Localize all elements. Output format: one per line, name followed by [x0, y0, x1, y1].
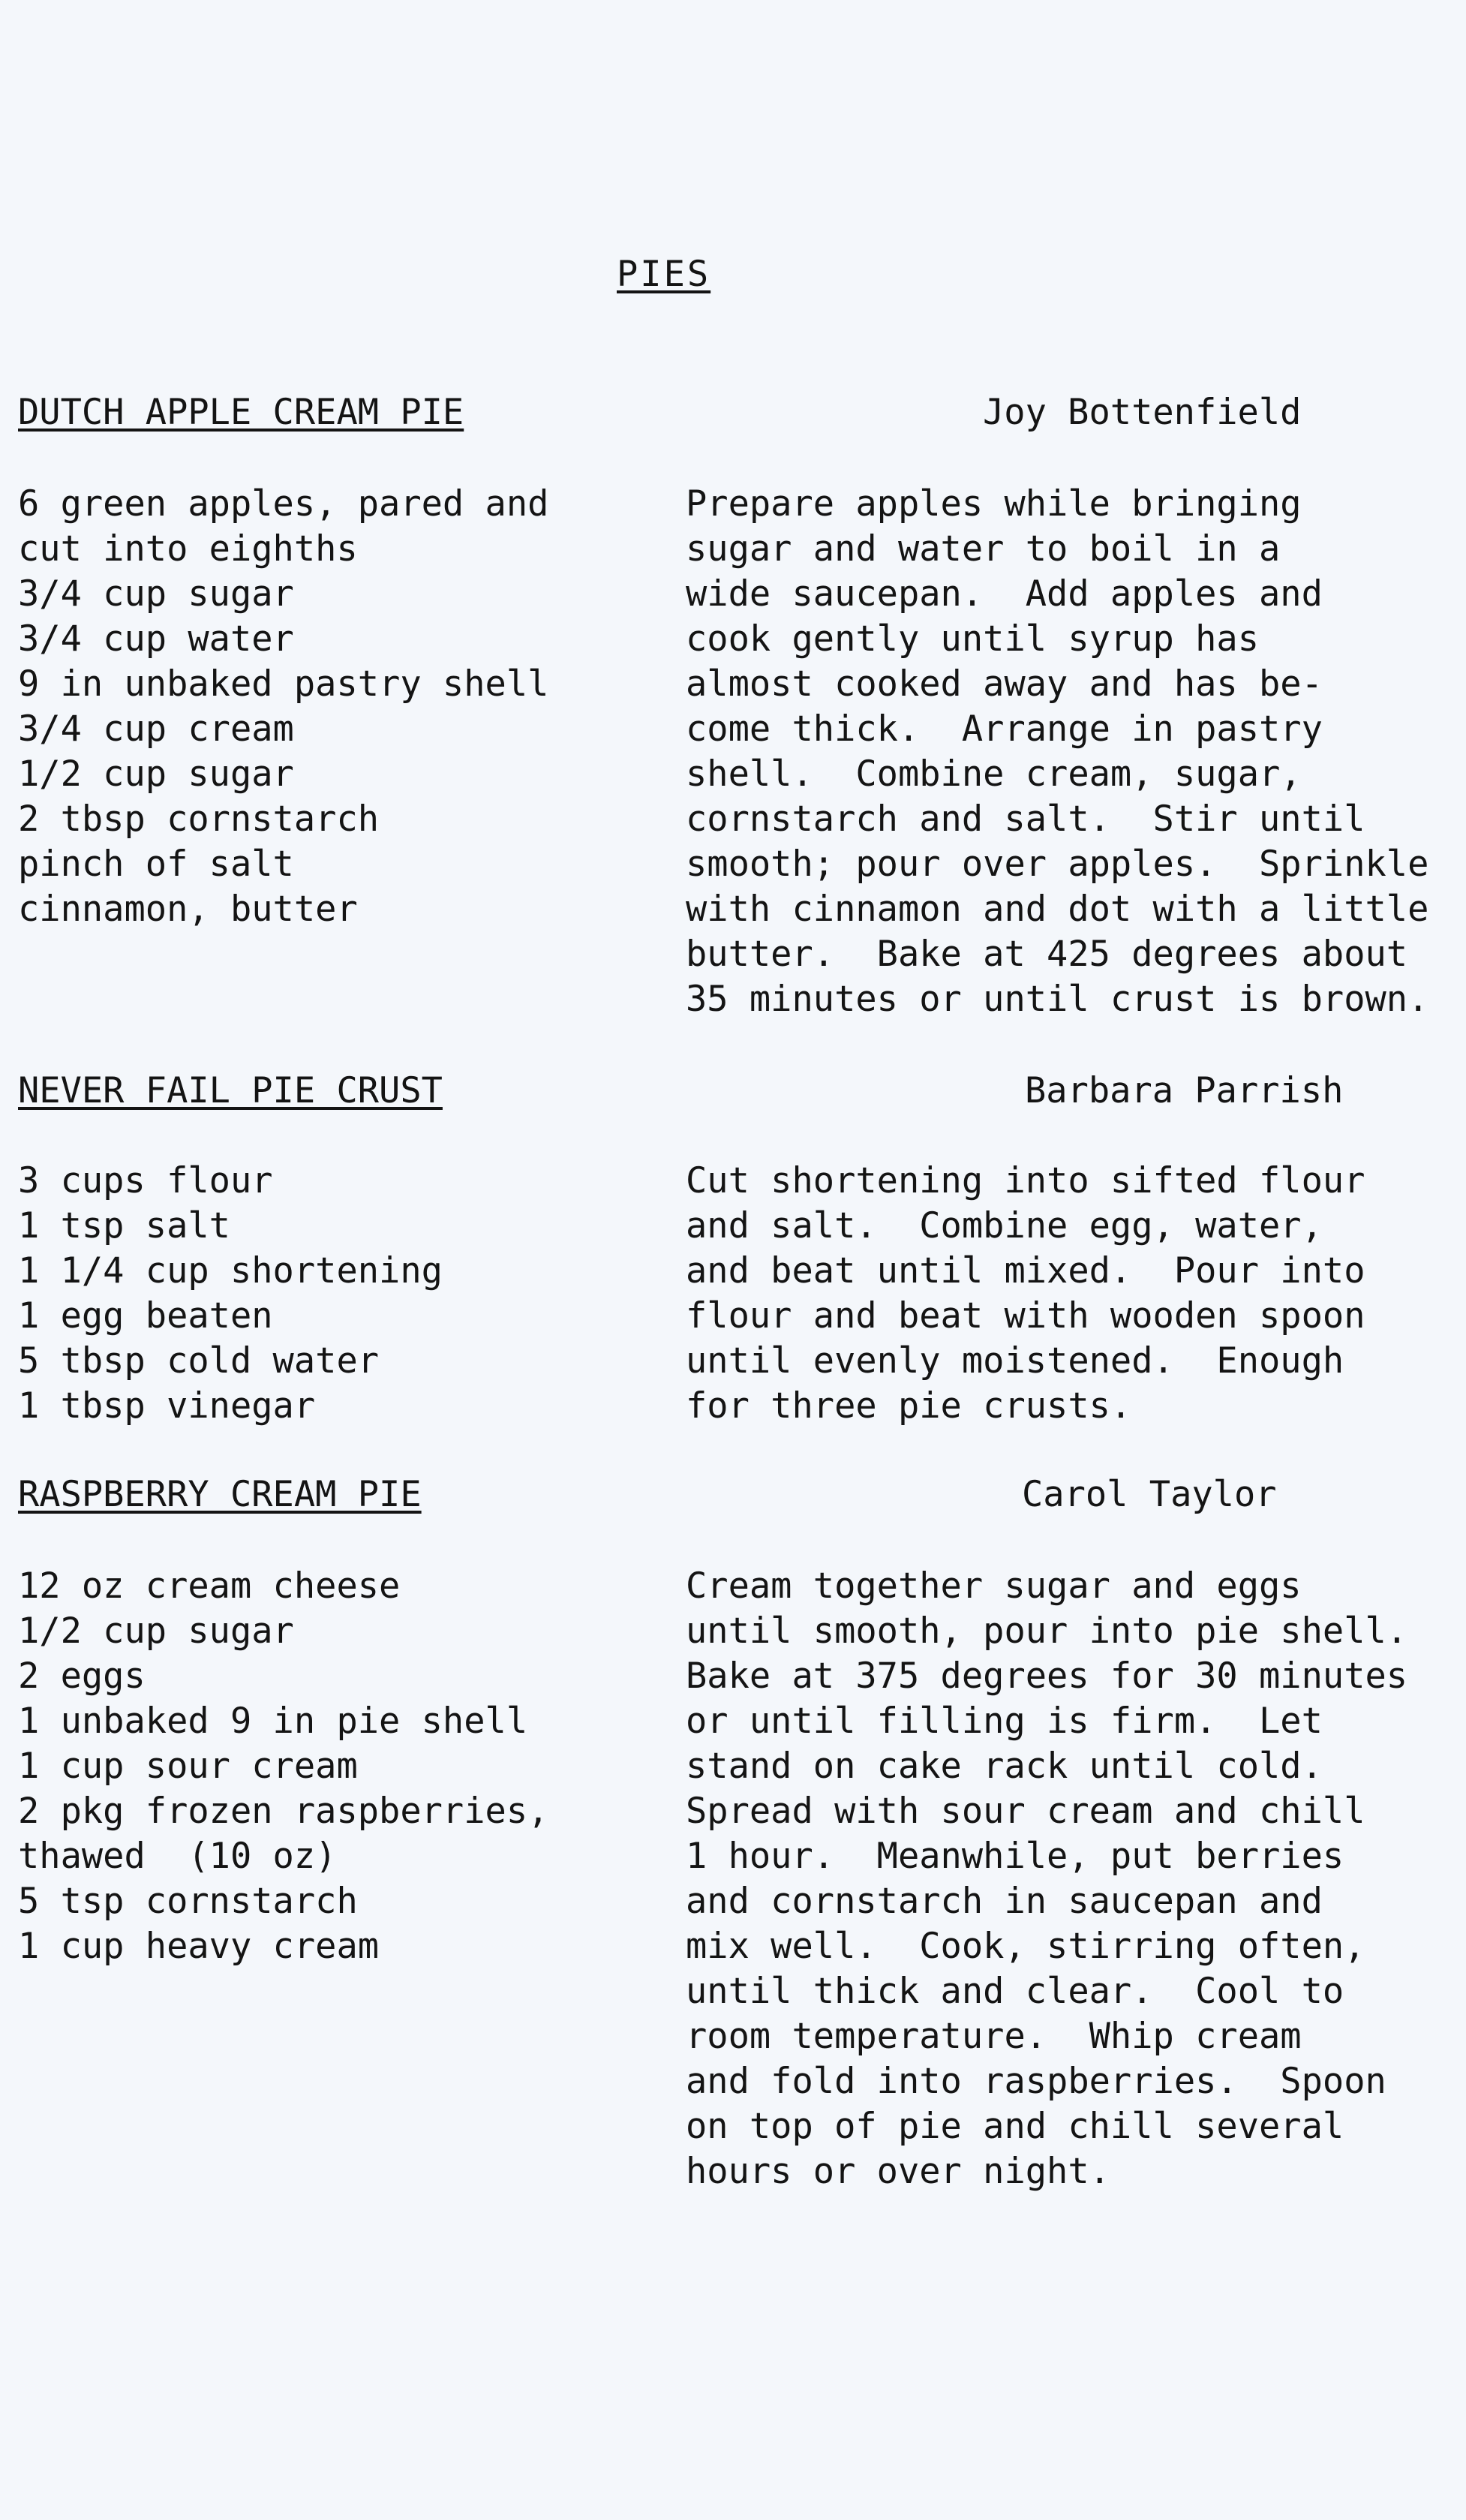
- instruction-line: almost cooked away and has be-: [686, 663, 1323, 705]
- instruction-line: until thick and clear. Cool to: [686, 1971, 1344, 2012]
- instruction-line: 1 hour. Meanwhile, put berries: [686, 1836, 1344, 1877]
- ingredient-item: 1 cup sour cream: [18, 1746, 358, 1787]
- instruction-line: or until filling is firm. Let: [686, 1701, 1323, 1742]
- ingredient-item: 1 tsp salt: [18, 1205, 230, 1246]
- ingredient-item: cut into eighths: [18, 528, 358, 570]
- instruction-line: and cornstarch in saucepan and: [686, 1881, 1323, 1922]
- ingredient-item: 3/4 cup cream: [18, 708, 294, 750]
- instruction-line: for three pie crusts.: [686, 1385, 1132, 1427]
- ingredient-item: cinnamon, butter: [18, 889, 358, 930]
- instruction-line: on top of pie and chill several: [686, 2106, 1344, 2147]
- instruction-line: stand on cake rack until cold.: [686, 1746, 1323, 1787]
- ingredient-item: 3/4 cup water: [18, 618, 294, 660]
- ingredient-item: 1/2 cup sugar: [18, 753, 294, 795]
- instruction-line: and fold into raspberries. Spoon: [686, 2061, 1386, 2102]
- ingredient-item: 1 1/4 cup shortening: [18, 1250, 443, 1292]
- instruction-line: Cream together sugar and eggs: [686, 1565, 1302, 1607]
- instruction-line: wide saucepan. Add apples and: [686, 573, 1323, 615]
- ingredient-item: 6 green apples, pared and: [18, 483, 549, 525]
- ingredient-item: 1/2 cup sugar: [18, 1610, 294, 1652]
- instruction-line: with cinnamon and dot with a little: [686, 889, 1429, 930]
- ingredient-item: pinch of salt: [18, 844, 294, 885]
- recipe-title-never-fail-pie-crust: NEVER FAIL PIE CRUST: [18, 1070, 443, 1111]
- ingredient-item: 1 cup heavy cream: [18, 1926, 380, 1967]
- ingredient-item: 3/4 cup sugar: [18, 573, 294, 615]
- ingredient-item: 3 cups flour: [18, 1160, 273, 1201]
- instruction-line: Prepare apples while bringing: [686, 483, 1302, 525]
- instruction-line: shell. Combine cream, sugar,: [686, 753, 1302, 795]
- ingredient-list-dutch-apple: [18, 482, 663, 932]
- instructions-pie-crust: [686, 1159, 1458, 1429]
- instruction-line: flour and beat with wooden spoon: [686, 1295, 1365, 1337]
- instruction-line: room temperature. Whip cream: [686, 2016, 1302, 2057]
- ingredient-list-pie-crust: [18, 1159, 663, 1429]
- ingredient-item: 1 tbsp vinegar: [18, 1385, 316, 1427]
- ingredient-item: thawed (10 oz): [18, 1836, 337, 1877]
- instruction-line: butter. Bake at 425 degrees about: [686, 934, 1408, 975]
- recipe-title-dutch-apple-cream-pie: DUTCH APPLE CREAM PIE: [18, 392, 464, 433]
- instruction-line: sugar and water to boil in a: [686, 528, 1281, 570]
- instruction-line: cornstarch and salt. Stir until: [686, 798, 1365, 840]
- instruction-line: mix well. Cook, stirring often,: [686, 1926, 1365, 1967]
- ingredient-item: 1 unbaked 9 in pie shell: [18, 1701, 528, 1742]
- ingredient-item: 5 tbsp cold water: [18, 1340, 380, 1382]
- instructions-raspberry: [686, 1564, 1458, 2194]
- instruction-line: come thick. Arrange in pastry: [686, 708, 1323, 750]
- instruction-line: and beat until mixed. Pour into: [686, 1250, 1365, 1292]
- ingredient-item: 9 in unbaked pastry shell: [18, 663, 549, 705]
- recipe-title-raspberry-cream-pie: RASPBERRY CREAM PIE: [18, 1474, 422, 1515]
- instruction-line: cook gently until syrup has: [686, 618, 1260, 660]
- ingredient-item: 12 oz cream cheese: [18, 1565, 401, 1607]
- instruction-line: smooth; pour over apples. Sprinkle: [686, 844, 1429, 885]
- instruction-line: 35 minutes or until crust is brown.: [686, 979, 1429, 1020]
- ingredient-list-raspberry: [18, 1564, 663, 1969]
- ingredient-item: 1 egg beaten: [18, 1295, 273, 1337]
- instruction-line: Bake at 375 degrees for 30 minutes: [686, 1655, 1408, 1697]
- instruction-line: until smooth, pour into pie shell.: [686, 1610, 1408, 1652]
- recipe-author-joy-bottenfield: Joy Bottenfield: [983, 392, 1302, 433]
- recipe-author-barbara-parrish: Barbara Parrish: [1025, 1070, 1344, 1111]
- instruction-line: Spread with sour cream and chill: [686, 1791, 1365, 1832]
- page-title: PIES: [617, 254, 711, 295]
- instruction-line: and salt. Combine egg, water,: [686, 1205, 1323, 1246]
- instruction-line: hours or over night.: [686, 2151, 1110, 2192]
- instructions-dutch-apple: [686, 482, 1458, 1022]
- recipe-author-carol-taylor: Carol Taylor: [1022, 1474, 1277, 1515]
- instruction-line: until evenly moistened. Enough: [686, 1340, 1344, 1382]
- ingredient-item: 2 pkg frozen raspberries,: [18, 1791, 549, 1832]
- ingredient-item: 5 tsp cornstarch: [18, 1881, 358, 1922]
- instruction-line: Cut shortening into sifted flour: [686, 1160, 1365, 1201]
- ingredient-item: 2 tbsp cornstarch: [18, 798, 380, 840]
- ingredient-item: 2 eggs: [18, 1655, 146, 1697]
